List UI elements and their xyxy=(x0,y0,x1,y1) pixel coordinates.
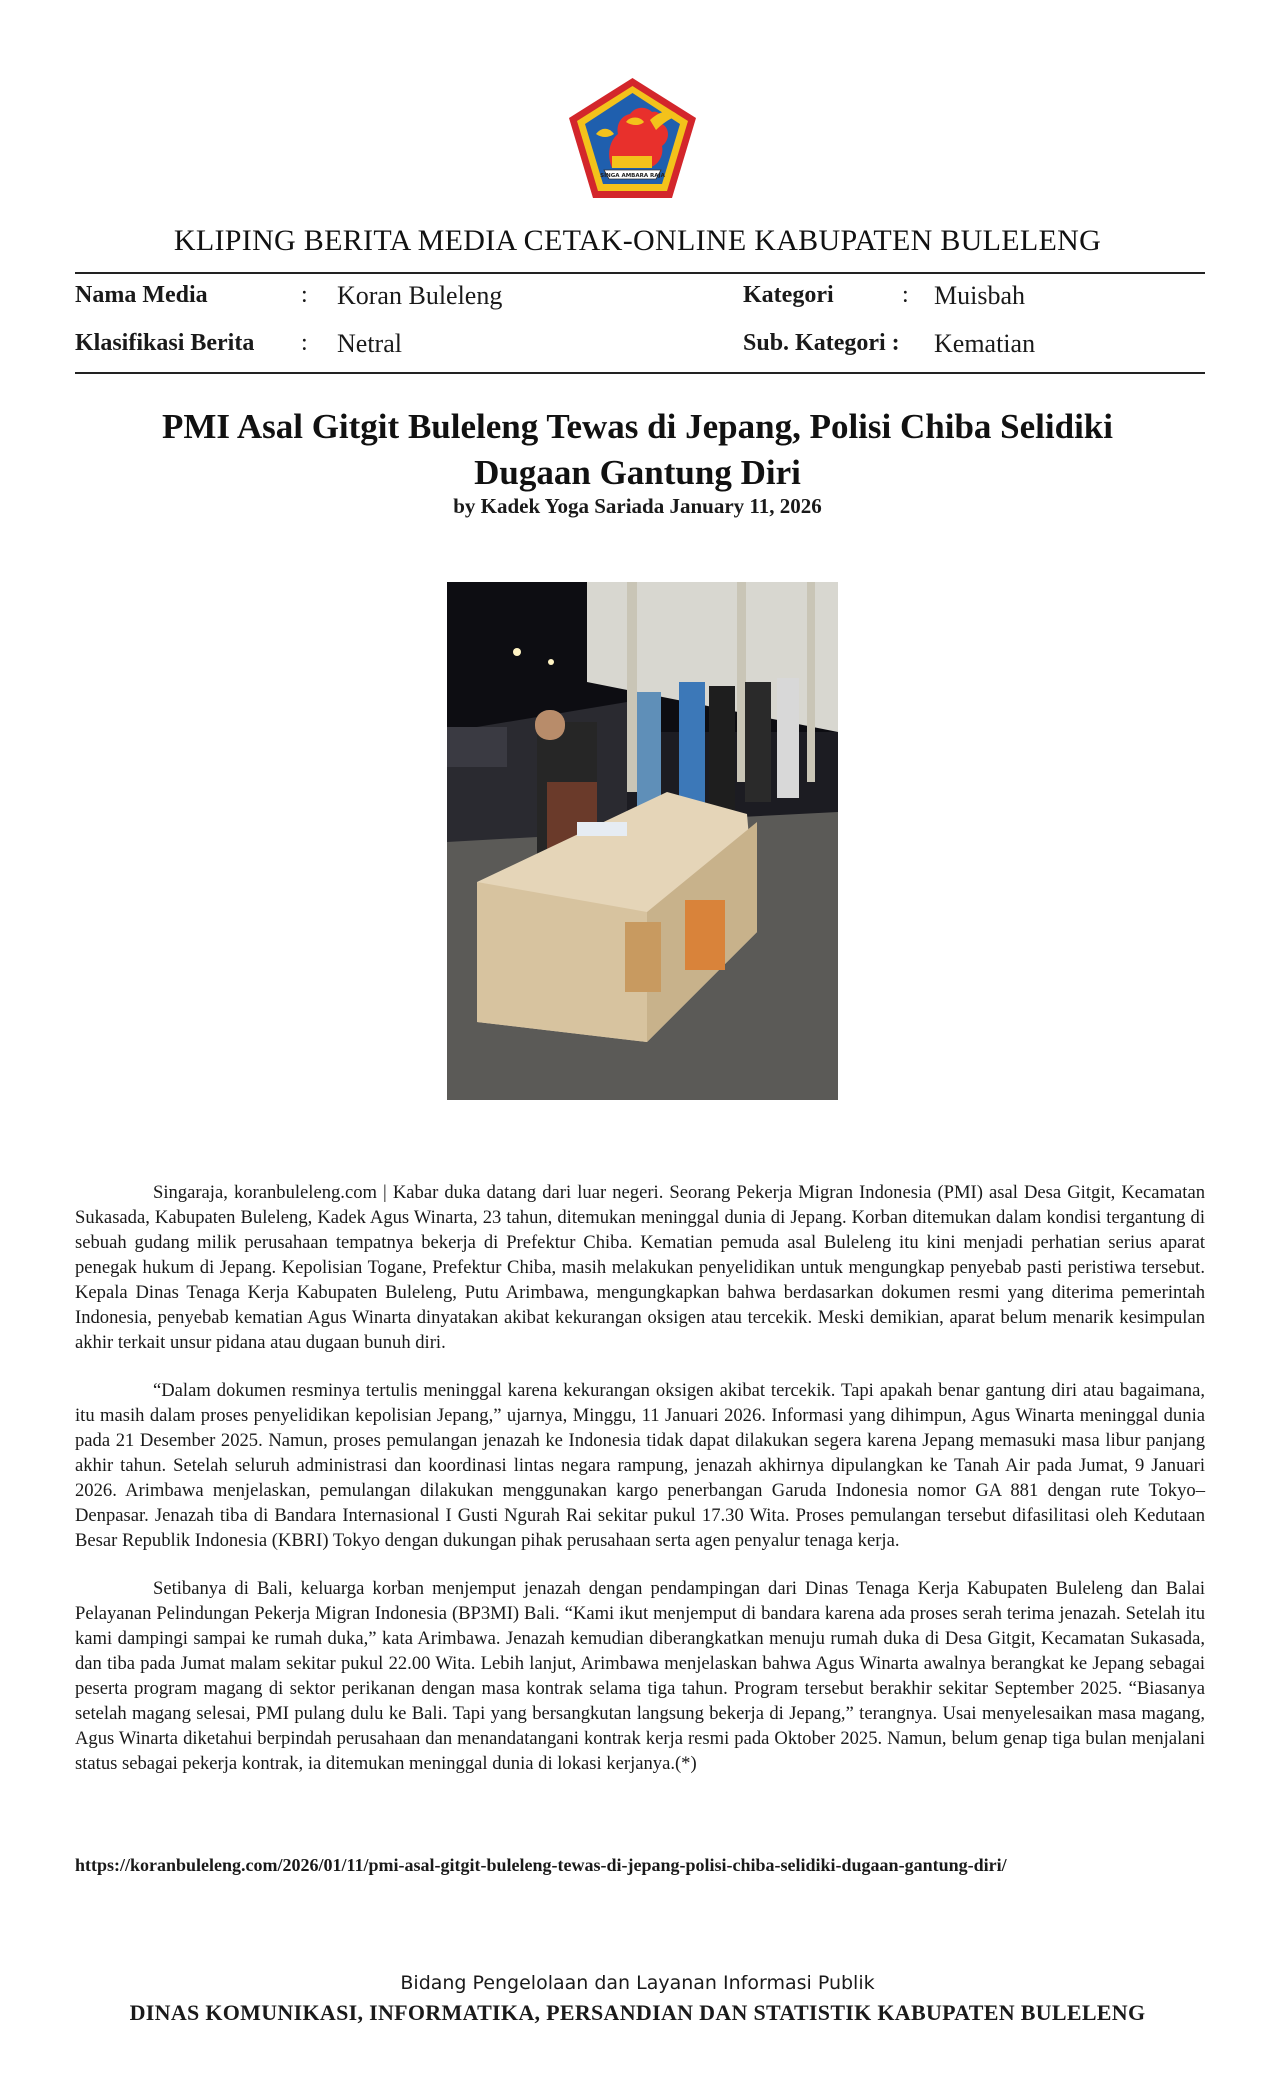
nama-media-label: Nama Media xyxy=(75,282,208,308)
kliping-title: KLIPING BERITA MEDIA CETAK-ONLINE KABUPATEN BULELENG xyxy=(173,224,1102,257)
buleleng-regency-emblem xyxy=(566,76,699,200)
article-body xyxy=(75,1180,1205,1799)
header-top-rule xyxy=(75,272,1205,274)
nama-media-value: Koran Buleleng xyxy=(337,281,503,310)
kategori-label: Kategori xyxy=(743,282,834,308)
sub-kategori-label: Sub. Kategori : xyxy=(743,330,900,356)
kategori-value: Muisbah xyxy=(934,281,1025,310)
klasifikasi-value: Netral xyxy=(337,329,402,358)
article-photo xyxy=(447,582,838,1100)
header-bottom-rule xyxy=(75,372,1205,374)
footer-agency: DINAS KOMUNIKASI, INFORMATIKA, PERSANDIAN DAN STATISTIK KABUPATEN BULELENG xyxy=(129,2000,1146,2025)
source-url[interactable]: https://koranbuleleng.com/2026/01/11/pmi-asal-gitgit-buleleng-tewas-di-jepang-polisi-chiba-selidiki-dugaan-gantung-diri/ xyxy=(75,1855,1007,1875)
emblem-banner-text: SINGA AMBARA RAJA xyxy=(600,173,665,179)
article-byline: by Kadek Yoga Sariada January 11, 2026 xyxy=(453,494,822,518)
footer-department: Bidang Pengelolaan dan Layanan Informasi Publik xyxy=(400,1972,875,1994)
sub-kategori-value: Kematian xyxy=(934,329,1036,358)
article-paragraph: Singaraja, koranbuleleng.com | Kabar duka datang dari luar negeri. Seorang Pekerja Migran Indonesia (PMI) asal Desa Gitgit, Kecamatan Sukasada, Kabupaten Buleleng, Kadek Agus Winarta, 23 tahun, ditemukan meninggal dunia di Jepang. Korban ditemukan dalam kondisi tergantung di sebuah gudang milik perusahaan tempatnya bekerja di Prefektur Chiba. Kematian pemuda asal Buleleng itu kini menjadi perhatian serius aparat penegak hukum di Jepang. Kepolisian Togane, Prefektur Chiba, masih melakukan penyelidikan untuk mengungkap penyebab pasti peristiwa tersebut. Kepala Dinas Tenaga Kerja Kabupaten Buleleng, Putu Arimbawa, mengungkapkan bahwa berdasarkan dokumen resmi yang diterima pemerintah Indonesia, penyebab kematian Agus Winarta dinyatakan akibat kekurangan oksigen atau tercekik. Meski demikian, aparat belum menarik kesimpulan akhir terkait unsur pidana atau dugaan bunuh diri. xyxy=(75,1182,1205,1353)
nama-media-colon: : xyxy=(301,282,308,308)
klasifikasi-label: Klasifikasi Berita xyxy=(75,330,255,356)
article-paragraph: Setibanya di Bali, keluarga korban menjemput jenazah dengan pendampingan dari Dinas Tenaga Kerja Kabupaten Buleleng dan Balai Pelayanan Pelindungan Pekerja Migran Indonesia (BP3MI) Bali. “Kami ikut menjemput di bandara karena ada proses serah terima jenazah. Setelah itu kami dampingi sampai ke rumah duka,” kata Arimbawa. Jenazah kemudian diberangkatkan menuju rumah duka di Desa Gitgit, Kecamatan Sukasada, dan tiba pada Jumat malam sekitar pukul 22.00 Wita. Lebih lanjut, Arimbawa menjelaskan bahwa Agus Winarta awalnya berangkat ke Jepang sebagai peserta program magang di sektor perikanan dengan masa kontrak selama tiga tahun. Program tersebut berakhir sekitar September 2025. “Biasanya setelah magang selesai, PMI pulang dulu ke Bali. Tapi yang bersangkutan langsung bekerja di Jepang,” terangnya. Usai menyelesaikan masa magang, Agus Winarta diketahui berpindah perusahaan dan menandatangani kontrak kerja resmi pada Oktober 2025. Namun, belum genap tiga bulan menjalani status sebagai pekerja kontrak, ia ditemukan meninggal dunia di lokasi kerjanya.(*) xyxy=(75,1578,1205,1774)
article-headline: PMI Asal Gitgit Buleleng Tewas di Jepang, Polisi Chiba Selidiki Dugaan Gantung Diri xyxy=(161,407,1113,492)
klasifikasi-colon: : xyxy=(301,330,308,356)
article-paragraph: “Dalam dokumen resminya tertulis meninggal karena kekurangan oksigen akibat tercekik. Tapi apakah benar gantung diri atau bagaimana, itu masih dalam proses penyelidikan kepolisian Jepang,” ujarnya, Minggu, 11 Januari 2026. Informasi yang dihimpun, Agus Winarta meninggal dunia pada 21 Desember 2025. Namun, proses pemulangan jenazah ke Indonesia tidak dapat dilakukan segera karena Jepang memasuki masa libur panjang akhir tahun. Setelah seluruh administrasi dan koordinasi lintas negara rampung, jenazah akhirnya dipulangkan ke Tanah Air pada Jumat, 9 Januari 2026. Arimbawa menjelaskan, pemulangan dilakukan menggunakan kargo penerbangan Garuda Indonesia nomor GA 881 dengan rute Tokyo–Denpasar. Jenazah tiba di Bandara Internasional I Gusti Ngurah Rai sekitar pukul 17.30 Wita. Proses pemulangan tersebut difasilitasi oleh Kedutaan Besar Republik Indonesia (KBRI) Tokyo dengan dukungan pihak perusahaan serta agen penyalur tenaga kerja. xyxy=(75,1380,1205,1551)
kategori-colon: : xyxy=(902,282,909,308)
